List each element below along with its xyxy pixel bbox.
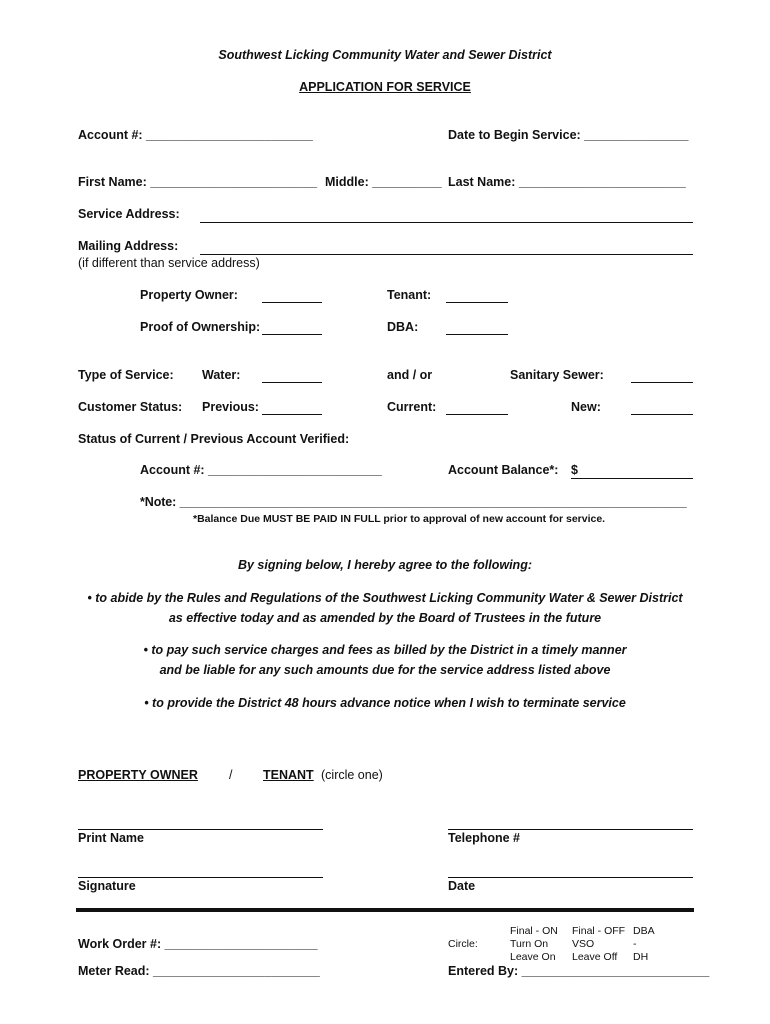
agreement-bullet-1-line-2: as effective today and as amended by the Board of Trustees in the future — [168, 611, 602, 625]
vso-option: VSO — [572, 938, 595, 950]
tenant-option: TENANT — [263, 768, 314, 782]
current-label: Current: — [387, 400, 437, 414]
signature-line — [78, 877, 323, 878]
date-line — [448, 877, 693, 878]
telephone-line — [448, 829, 693, 830]
water-line — [262, 382, 322, 383]
telephone-label: Telephone # — [448, 831, 521, 845]
dba-line — [446, 334, 508, 335]
dash-option: - — [633, 938, 637, 950]
agreement-intro: By signing below, I hereby agree to the following: — [237, 558, 532, 572]
status-verified-label: Status of Current / Previous Account Verified: — [78, 432, 350, 446]
current-line — [446, 414, 508, 415]
account-field: Account #: ________________________ — [78, 128, 313, 142]
turn-on-option: Turn On — [510, 938, 549, 950]
proof-ownership-label: Proof of Ownership: — [140, 320, 261, 334]
mailing-address-note: (if different than service address) — [78, 256, 260, 270]
sanitary-sewer-label: Sanitary Sewer: — [510, 368, 604, 382]
property-owner-label: Property Owner: — [140, 288, 238, 302]
district-name: Southwest Licking Community Water and Sewer District — [218, 48, 552, 62]
sanitary-sewer-line — [631, 382, 693, 383]
customer-status-label: Customer Status: — [78, 400, 183, 414]
mailing-address-label: Mailing Address: — [78, 239, 179, 253]
last-name-field: Last Name: ________________________ — [448, 175, 686, 189]
account-balance-label: Account Balance*: — [448, 463, 559, 477]
circle-label: Circle: — [448, 938, 478, 950]
agreement-bullet-2-line-1: • to pay such service charges and fees as billed by the District in a timely manner — [143, 643, 627, 657]
type-of-service-label: Type of Service: — [78, 368, 174, 382]
dollar-sign: $ — [571, 463, 578, 477]
leave-off-option: Leave Off — [572, 951, 618, 963]
middle-field: Middle: __________ — [325, 175, 442, 189]
form-title: APPLICATION FOR SERVICE — [299, 80, 471, 94]
final-on-option: Final - ON — [510, 925, 558, 937]
property-owner-line — [262, 302, 322, 303]
account-verify-field: Account #: _________________________ — [140, 463, 382, 477]
service-address-line — [200, 222, 693, 223]
print-name-label: Print Name — [78, 831, 144, 845]
new-label: New: — [571, 400, 601, 414]
note-field: *Note: __________________________________________________________________________ — [140, 495, 687, 509]
tenant-line — [446, 302, 508, 303]
signature-label: Signature — [78, 879, 136, 893]
agreement-bullet-3: • to provide the District 48 hours advance notice when I wish to terminate service — [144, 696, 626, 710]
agreement-bullet-2-line-2: and be liable for any such amounts due for the service address listed above — [159, 663, 611, 677]
first-name-field: First Name: ________________________ — [78, 175, 318, 189]
water-label: Water: — [202, 368, 241, 382]
dba-option: DBA — [633, 925, 655, 937]
dh-option: DH — [633, 951, 649, 963]
balance-due-notice: *Balance Due MUST BE PAID IN FULL prior to approval of new account for service. — [193, 513, 606, 525]
date-begin-field: Date to Begin Service: _______________ — [448, 128, 689, 142]
proof-ownership-line — [262, 334, 322, 335]
previous-line — [262, 414, 322, 415]
new-line — [631, 414, 693, 415]
tenant-label: Tenant: — [387, 288, 432, 302]
office-use-divider — [76, 908, 694, 912]
print-name-line — [78, 829, 323, 830]
agreement-bullet-1-line-1: • to abide by the Rules and Regulations of the Southwest Licking Community Water & Sewer District — [87, 591, 683, 605]
meter-read-field: Meter Read: ________________________ — [78, 964, 320, 978]
previous-label: Previous: — [202, 400, 259, 414]
mailing-address-line — [200, 254, 693, 255]
leave-on-option: Leave On — [510, 951, 556, 963]
date-label: Date — [448, 879, 476, 893]
final-off-option: Final - OFF — [572, 925, 626, 937]
option-slash: / — [229, 768, 233, 782]
service-address-label: Service Address: — [78, 207, 180, 221]
dba-label: DBA: — [387, 320, 419, 334]
and-or-label: and / or — [387, 368, 433, 382]
property-owner-option: PROPERTY OWNER — [78, 768, 198, 782]
circle-one-note: (circle one) — [321, 768, 383, 782]
account-balance-line — [571, 478, 693, 479]
work-order-field: Work Order #: ______________________ — [78, 937, 318, 951]
entered-by-field: Entered By: ___________________________ — [448, 964, 710, 978]
